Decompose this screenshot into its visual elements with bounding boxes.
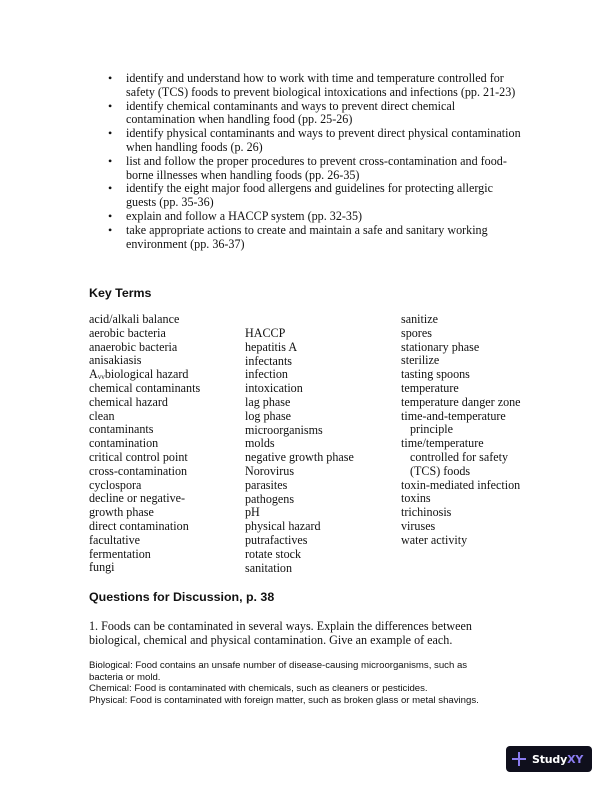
- objective-item: [104, 155, 544, 183]
- key-term: spores: [401, 325, 432, 340]
- objective-line: guests (pp. 35-36): [126, 195, 214, 210]
- bullet-icon: •: [108, 98, 113, 113]
- key-term: fungi: [89, 560, 115, 575]
- key-term: facultative: [89, 532, 141, 547]
- key-term: viruses: [401, 518, 436, 533]
- key-term: growth phase: [89, 505, 154, 520]
- bullet-icon: •: [108, 71, 113, 85]
- key-term: contaminants: [89, 422, 154, 437]
- plus-icon: [512, 752, 526, 766]
- key-term: hepatitis A: [245, 339, 298, 354]
- objective-line: environment (pp. 36-37): [126, 236, 245, 251]
- key-terms-column-3: [401, 313, 521, 548]
- brand-main: Study: [532, 752, 568, 766]
- objective-item: [104, 72, 544, 100]
- objective-item: [104, 182, 544, 210]
- brand-accent: XY: [567, 752, 584, 766]
- key-term: direct contamination: [89, 518, 189, 533]
- studyxy-logo-text: [532, 753, 583, 766]
- key-term: temperature: [401, 380, 459, 395]
- key-term: decline or negative-: [89, 491, 186, 506]
- key-term: infectants: [245, 353, 293, 368]
- key-term: parasites: [245, 477, 288, 492]
- objective-line: contamination when handling food (pp. 25-26): [126, 112, 353, 127]
- key-term: HACCP: [245, 326, 286, 340]
- key-term: (TCS) foods: [410, 463, 471, 478]
- questions-heading: Questions for Discussion, p. 38: [89, 590, 275, 604]
- objective-line: identify and understand how to work with time and temperature controlled for: [126, 71, 504, 85]
- key-term: fermentation: [89, 546, 151, 561]
- objective-line: safety (TCS) foods to prevent biological intoxications and infections (pp. 21-23): [126, 84, 516, 99]
- answer-biological-line-1: Biological: Food contains an unsafe number of disease-causing microorganisms, such as: [89, 660, 468, 671]
- key-term: toxin-mediated infection: [401, 477, 521, 492]
- key-term: rotate stock: [245, 546, 302, 561]
- key-term: negative growth phase: [245, 450, 354, 465]
- key-term: acid/alkali balance: [89, 312, 180, 326]
- objective-item: [104, 210, 544, 224]
- studyxy-badge[interactable]: [506, 746, 592, 772]
- key-term: stationary phase: [401, 339, 480, 354]
- answer-physical: Physical: Food is contaminated with foreign matter, such as broken glass or metal shavings.: [89, 694, 479, 706]
- key-term: principle: [410, 422, 453, 437]
- key-term: microorganisms: [245, 422, 323, 437]
- key-term: trichinosis: [401, 505, 452, 520]
- answer-block: [89, 660, 559, 706]
- key-term: molds: [245, 436, 275, 451]
- key-term: Aᵥᵥbiological hazard: [89, 367, 189, 382]
- key-term: controlled for safety: [410, 449, 509, 464]
- key-term: physical hazard: [245, 519, 321, 534]
- key-terms-column-1: [89, 313, 200, 575]
- objective-line: list and follow the proper procedures to prevent cross-contamination and food-: [126, 153, 507, 168]
- key-term: critical control point: [89, 449, 188, 464]
- key-term: intoxication: [245, 381, 303, 396]
- key-term: infection: [245, 367, 288, 382]
- bullet-icon: •: [108, 126, 113, 141]
- key-term: toxins: [401, 491, 431, 506]
- key-term: clean: [89, 408, 115, 423]
- key-term: water activity: [401, 532, 468, 547]
- objective-line: borne illnesses when handling foods (pp. 26-35): [126, 167, 360, 182]
- key-term: sanitation: [245, 560, 293, 575]
- learning-objectives-list: [104, 72, 544, 251]
- bullet-icon: •: [108, 181, 113, 196]
- key-term: sterilize: [401, 353, 440, 368]
- objective-item: [104, 127, 544, 155]
- key-term: lag phase: [245, 394, 291, 409]
- objective-item: [104, 224, 544, 252]
- bullet-icon: •: [108, 208, 113, 223]
- key-term: anisakiasis: [89, 353, 142, 368]
- answer-biological-line-2: bacteria or mold.: [89, 671, 161, 683]
- key-terms-heading: Key Terms: [89, 286, 152, 300]
- question-1: [89, 620, 549, 648]
- objective-line: take appropriate actions to create and maintain a safe and sanitary working: [126, 222, 488, 237]
- answer-chemical: Chemical: Food is contaminated with chemicals, such as cleaners or pesticides.: [89, 683, 428, 695]
- key-term: cyclospora: [89, 477, 142, 492]
- key-term: time-and-temperature: [401, 408, 506, 423]
- key-term: sanitize: [401, 312, 438, 326]
- objective-line: identify chemical contaminants and ways to prevent direct chemical: [126, 98, 456, 113]
- key-term: cross-contamination: [89, 463, 188, 478]
- objective-line: explain and follow a HACCP system (pp. 32-35): [126, 208, 363, 223]
- objective-item: [104, 100, 544, 128]
- key-term: aerobic bacteria: [89, 325, 166, 340]
- key-term: anaerobic bacteria: [89, 339, 178, 354]
- key-term: pH: [245, 505, 260, 520]
- objective-line: when handling foods (p. 26): [126, 139, 263, 154]
- key-term: time/temperature: [401, 436, 484, 451]
- objective-line: identify physical contaminants and ways to prevent direct physical contamination: [126, 126, 521, 141]
- bullet-icon: •: [108, 222, 113, 237]
- key-term: putrafactives: [245, 532, 308, 547]
- key-term: chemical hazard: [89, 394, 168, 409]
- question-1-line-1: 1. Foods can be contaminated in several ways. Explain the differences between: [89, 619, 472, 633]
- key-terms-column-2: [245, 327, 354, 575]
- key-term: chemical contaminants: [89, 380, 201, 395]
- question-1-line-2: biological, chemical and physical contamination. Give an example of each.: [89, 632, 453, 647]
- key-term: pathogens: [245, 491, 295, 506]
- key-term: tasting spoons: [401, 367, 470, 382]
- objective-line: identify the eight major food allergens and guidelines for protecting allergic: [126, 181, 493, 196]
- key-term: log phase: [245, 408, 292, 423]
- key-term: Norovirus: [245, 463, 295, 478]
- key-term: temperature danger zone: [401, 394, 521, 409]
- key-term: contamination: [89, 436, 159, 451]
- bullet-icon: •: [108, 153, 113, 168]
